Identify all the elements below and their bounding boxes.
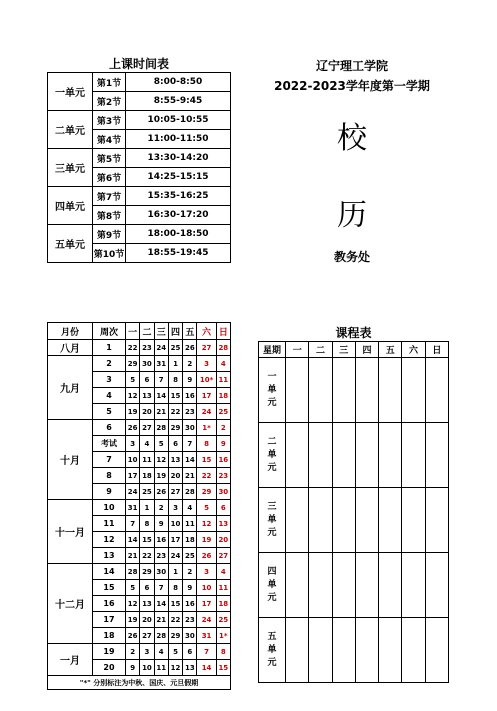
course-slot — [309, 358, 332, 423]
schedule-row — [48, 111, 231, 130]
calendar-week-row — [48, 356, 231, 372]
day-cell: 3 — [168, 500, 182, 516]
day-cell: 5 — [154, 436, 168, 452]
day-cell: 21 — [154, 612, 168, 628]
term-title: 2022-2023学年度第一学期 — [274, 79, 430, 93]
course-unit-label: 五 单 元 — [259, 618, 286, 683]
day-cell: 20 — [140, 404, 154, 420]
unit-label: 五单元 — [48, 225, 93, 263]
day-cell: 2 — [126, 644, 140, 660]
course-slot — [402, 553, 425, 618]
course-header-cell: 二 — [309, 342, 332, 358]
day-cell: 11 — [183, 516, 197, 532]
week-number: 19 — [93, 644, 126, 660]
day-cell: 5 — [168, 644, 182, 660]
day-cell: 29 — [140, 564, 154, 580]
course-header-cell: 日 — [425, 342, 448, 358]
day-cell: 25 — [183, 548, 197, 564]
day-cell: 26 — [126, 628, 140, 644]
day-cell: 5 — [126, 372, 140, 388]
day-cell: 17 — [126, 468, 140, 484]
month-label: 十二月 — [48, 564, 93, 644]
day-cell: 14 — [154, 388, 168, 404]
day-cell: 13 — [183, 660, 197, 676]
course-header-cell: 四 — [355, 342, 378, 358]
day-cell: 10 — [197, 580, 216, 596]
day-cell: 20 — [140, 612, 154, 628]
day-cell: 2 — [154, 500, 168, 516]
day-cell: 25 — [140, 484, 154, 500]
course-header-cell: 星期 — [259, 342, 286, 358]
day-cell: 8 — [168, 580, 182, 596]
course-slot — [402, 488, 425, 553]
day-cell: 28 — [216, 340, 230, 356]
day-cell: 30 — [154, 564, 168, 580]
day-cell: 24 — [126, 484, 140, 500]
day-cell: 23 — [216, 468, 230, 484]
week-number: 18 — [93, 628, 126, 644]
unit-label: 三单元 — [48, 149, 93, 187]
day-cell: 27 — [140, 420, 154, 436]
course-slot — [355, 488, 378, 553]
calendar-week-row — [48, 420, 231, 436]
course-slot — [379, 423, 402, 488]
calendar-header-cell: 日 — [216, 323, 230, 340]
calendar-header-cell: 一 — [126, 323, 140, 340]
day-cell: 5 — [197, 500, 216, 516]
course-slot — [355, 553, 378, 618]
day-cell: 16 — [183, 596, 197, 612]
holiday-note: "*" 分别标注为中秋、国庆、元旦假期 — [48, 676, 231, 690]
day-cell: 26 — [197, 548, 216, 564]
week-number: 10 — [93, 500, 126, 516]
period-label: 第8节 — [93, 206, 126, 225]
day-cell: 9 — [183, 372, 197, 388]
schedule-row — [48, 187, 231, 206]
course-slot — [286, 358, 309, 423]
day-cell: 15 — [216, 660, 230, 676]
day-cell: 2 — [183, 564, 197, 580]
course-slot — [332, 553, 355, 618]
month-label: 一月 — [48, 644, 93, 676]
day-cell: 24 — [168, 548, 182, 564]
course-header-row — [259, 342, 449, 358]
course-slot — [332, 618, 355, 683]
day-cell: 23 — [183, 612, 197, 628]
day-cell: 26 — [154, 484, 168, 500]
day-cell: 10 — [140, 660, 154, 676]
day-cell: 20 — [216, 532, 230, 548]
day-cell: 14 — [183, 452, 197, 468]
course-slot — [286, 618, 309, 683]
class-time-table — [47, 72, 231, 263]
day-cell: 12 — [197, 516, 216, 532]
day-cell: 1 — [140, 500, 154, 516]
day-cell: 27 — [197, 340, 216, 356]
day-cell: 18 — [183, 532, 197, 548]
day-cell: 4 — [183, 500, 197, 516]
day-cell: 15 — [168, 388, 182, 404]
day-cell: 14 — [126, 532, 140, 548]
unit-label: 一单元 — [48, 73, 93, 111]
course-slot — [379, 358, 402, 423]
day-cell: 13 — [216, 516, 230, 532]
day-cell: 21 — [126, 548, 140, 564]
day-cell: 16 — [216, 452, 230, 468]
course-header-cell: 三 — [332, 342, 355, 358]
day-cell: 6 — [140, 580, 154, 596]
day-cell: 2 — [216, 420, 230, 436]
day-cell: 8 — [216, 644, 230, 660]
day-cell: 8 — [197, 436, 216, 452]
calendar-week-row — [48, 340, 231, 356]
course-slot — [425, 358, 448, 423]
day-cell: 11 — [216, 372, 230, 388]
week-number: 考试 — [93, 436, 126, 452]
week-number: 14 — [93, 564, 126, 580]
day-cell: 18 — [216, 388, 230, 404]
day-cell: 9 — [183, 580, 197, 596]
day-cell: 4 — [216, 564, 230, 580]
day-cell: 27 — [140, 628, 154, 644]
period-time: 16:30-17:20 — [126, 206, 231, 225]
day-cell: 11 — [154, 660, 168, 676]
calendar-note-row — [48, 676, 231, 690]
schedule-row — [48, 149, 231, 168]
course-slot — [425, 423, 448, 488]
day-cell: 19 — [197, 532, 216, 548]
day-cell: 7 — [154, 580, 168, 596]
week-number: 1 — [93, 340, 126, 356]
period-time: 11:00-11:50 — [126, 130, 231, 149]
day-cell: 18 — [140, 468, 154, 484]
school-calendar-table — [47, 322, 231, 690]
day-cell: 24 — [154, 340, 168, 356]
day-cell: 12 — [154, 452, 168, 468]
period-time: 13:30-14:20 — [126, 149, 231, 168]
month-label: 九月 — [48, 356, 93, 420]
course-slot — [332, 358, 355, 423]
week-number: 9 — [93, 484, 126, 500]
calendar-header-cell: 三 — [154, 323, 168, 340]
period-label: 第10节 — [93, 244, 126, 263]
day-cell: 11 — [140, 452, 154, 468]
week-number: 16 — [93, 596, 126, 612]
day-cell: 23 — [154, 548, 168, 564]
period-label: 第9节 — [93, 225, 126, 244]
week-number: 11 — [93, 516, 126, 532]
calendar-title-char-2: 历 — [337, 198, 367, 233]
month-label: 十月 — [48, 420, 93, 500]
period-time: 14:25-15:15 — [126, 168, 231, 187]
course-slot — [402, 358, 425, 423]
schedule-title: 上课时间表 — [108, 57, 169, 71]
day-cell: 3 — [140, 644, 154, 660]
course-unit-label: 四 单 元 — [259, 553, 286, 618]
day-cell: 24 — [197, 612, 216, 628]
week-number: 5 — [93, 404, 126, 420]
day-cell: 10 — [126, 452, 140, 468]
day-cell: 22 — [126, 340, 140, 356]
day-cell: 1 — [168, 356, 182, 372]
day-cell: 27 — [168, 484, 182, 500]
issuing-office: 教务处 — [333, 250, 370, 264]
period-label: 第4节 — [93, 130, 126, 149]
day-cell: 4 — [154, 644, 168, 660]
course-table-title: 课程表 — [335, 326, 372, 340]
course-slot — [402, 618, 425, 683]
day-cell: 15 — [168, 596, 182, 612]
course-unit-label: 一 单 元 — [259, 358, 286, 423]
period-time: 15:35-16:25 — [126, 187, 231, 206]
day-cell: 18 — [216, 596, 230, 612]
day-cell: 22 — [168, 612, 182, 628]
course-unit-label: 三 单 元 — [259, 488, 286, 553]
day-cell: 28 — [183, 484, 197, 500]
calendar-header-row — [48, 323, 231, 340]
calendar-header-cell: 周次 — [93, 323, 126, 340]
day-cell: 26 — [183, 340, 197, 356]
day-cell: 5 — [126, 580, 140, 596]
day-cell: 10 — [168, 516, 182, 532]
day-cell: 29 — [126, 356, 140, 372]
course-slot — [355, 618, 378, 683]
day-cell: 15 — [140, 532, 154, 548]
period-time: 18:00-18:50 — [126, 225, 231, 244]
week-number: 7 — [93, 452, 126, 468]
course-slot — [309, 618, 332, 683]
day-cell: 30 — [183, 420, 197, 436]
day-cell: 25 — [216, 404, 230, 420]
day-cell: 23 — [140, 340, 154, 356]
day-cell: 29 — [168, 420, 182, 436]
course-slot — [402, 423, 425, 488]
calendar-title-char-1: 校 — [337, 121, 367, 156]
day-cell: 28 — [126, 564, 140, 580]
day-cell: 21 — [183, 468, 197, 484]
day-cell: 25 — [216, 612, 230, 628]
day-cell: 7 — [197, 644, 216, 660]
day-cell: 1* — [197, 420, 216, 436]
day-cell: 23 — [183, 404, 197, 420]
period-label: 第6节 — [93, 168, 126, 187]
day-cell: 1* — [216, 628, 230, 644]
calendar-week-row — [48, 644, 231, 660]
course-slot — [379, 618, 402, 683]
day-cell: 3 — [197, 564, 216, 580]
week-number: 13 — [93, 548, 126, 564]
course-unit-row — [259, 358, 449, 423]
week-number: 15 — [93, 580, 126, 596]
calendar-week-row — [48, 500, 231, 516]
course-slot — [355, 358, 378, 423]
unit-label: 二单元 — [48, 111, 93, 149]
day-cell: 3 — [197, 356, 216, 372]
day-cell: 14 — [154, 596, 168, 612]
day-cell: 15 — [197, 452, 216, 468]
month-label: 十一月 — [48, 500, 93, 564]
day-cell: 8 — [140, 516, 154, 532]
day-cell: 21 — [154, 404, 168, 420]
period-label: 第5节 — [93, 149, 126, 168]
week-number: 12 — [93, 532, 126, 548]
week-number: 4 — [93, 388, 126, 404]
course-header-cell: 五 — [379, 342, 402, 358]
course-unit-row — [259, 618, 449, 683]
day-cell: 22 — [140, 548, 154, 564]
period-label: 第7节 — [93, 187, 126, 206]
day-cell: 6 — [140, 372, 154, 388]
course-slot — [286, 553, 309, 618]
day-cell: 31 — [197, 628, 216, 644]
day-cell: 12 — [168, 660, 182, 676]
day-cell: 7 — [154, 372, 168, 388]
week-number: 17 — [93, 612, 126, 628]
day-cell: 7 — [126, 516, 140, 532]
calendar-header-cell: 五 — [183, 323, 197, 340]
week-number: 3 — [93, 372, 126, 388]
week-number: 20 — [93, 660, 126, 676]
day-cell: 16 — [154, 532, 168, 548]
day-cell: 19 — [126, 612, 140, 628]
course-slot — [379, 488, 402, 553]
day-cell: 31 — [154, 356, 168, 372]
month-label: 八月 — [48, 340, 93, 356]
day-cell: 28 — [154, 420, 168, 436]
course-slot — [425, 553, 448, 618]
day-cell: 30 — [183, 628, 197, 644]
day-cell: 19 — [154, 468, 168, 484]
day-cell: 28 — [154, 628, 168, 644]
day-cell: 12 — [126, 596, 140, 612]
day-cell: 6 — [183, 644, 197, 660]
day-cell: 19 — [126, 404, 140, 420]
course-unit-row — [259, 423, 449, 488]
course-slot — [379, 553, 402, 618]
unit-label: 四单元 — [48, 187, 93, 225]
day-cell: 30 — [140, 356, 154, 372]
day-cell: 7 — [183, 436, 197, 452]
course-slot — [355, 423, 378, 488]
period-label: 第2节 — [93, 92, 126, 111]
period-time: 8:55-9:45 — [126, 92, 231, 111]
calendar-header-cell: 四 — [168, 323, 182, 340]
course-unit-row — [259, 553, 449, 618]
day-cell: 17 — [168, 532, 182, 548]
day-cell: 29 — [168, 628, 182, 644]
period-time: 8:00-8:50 — [126, 73, 231, 92]
day-cell: 13 — [140, 388, 154, 404]
calendar-header-cell: 二 — [140, 323, 154, 340]
week-number: 8 — [93, 468, 126, 484]
day-cell: 22 — [168, 404, 182, 420]
day-cell: 3 — [126, 436, 140, 452]
course-slot — [332, 488, 355, 553]
day-cell: 17 — [197, 596, 216, 612]
day-cell: 8 — [168, 372, 182, 388]
day-cell: 6 — [168, 436, 182, 452]
period-label: 第1节 — [93, 73, 126, 92]
course-slot — [425, 618, 448, 683]
day-cell: 24 — [197, 404, 216, 420]
week-number: 6 — [93, 420, 126, 436]
course-slot — [309, 423, 332, 488]
course-unit-row — [259, 488, 449, 553]
calendar-week-row — [48, 564, 231, 580]
course-slot — [332, 423, 355, 488]
schedule-row — [48, 225, 231, 244]
day-cell: 20 — [168, 468, 182, 484]
course-slot — [286, 488, 309, 553]
course-slot — [425, 488, 448, 553]
period-time: 18:55-19:45 — [126, 244, 231, 263]
period-label: 第3节 — [93, 111, 126, 130]
course-slot — [286, 423, 309, 488]
schedule-row — [48, 73, 231, 92]
period-time: 10:05-10:55 — [126, 111, 231, 130]
day-cell: 25 — [168, 340, 182, 356]
day-cell: 22 — [197, 468, 216, 484]
day-cell: 2 — [183, 356, 197, 372]
day-cell: 12 — [126, 388, 140, 404]
day-cell: 14 — [197, 660, 216, 676]
day-cell: 4 — [140, 436, 154, 452]
calendar-header-cell: 月份 — [48, 323, 93, 340]
course-slot — [309, 553, 332, 618]
week-number: 2 — [93, 356, 126, 372]
course-slot — [309, 488, 332, 553]
day-cell: 27 — [216, 548, 230, 564]
course-header-cell: 一 — [286, 342, 309, 358]
day-cell: 9 — [154, 516, 168, 532]
day-cell: 4 — [216, 356, 230, 372]
calendar-header-cell: 六 — [197, 323, 216, 340]
course-header-cell: 六 — [402, 342, 425, 358]
day-cell: 29 — [197, 484, 216, 500]
day-cell: 11 — [216, 580, 230, 596]
day-cell: 26 — [126, 420, 140, 436]
school-name: 辽宁理工学院 — [315, 59, 388, 73]
day-cell: 6 — [216, 500, 230, 516]
day-cell: 1 — [168, 564, 182, 580]
course-timetable — [258, 341, 449, 683]
day-cell: 17 — [197, 388, 216, 404]
day-cell: 31 — [126, 500, 140, 516]
day-cell: 30 — [216, 484, 230, 500]
day-cell: 13 — [168, 452, 182, 468]
day-cell: 9 — [216, 436, 230, 452]
day-cell: 10* — [197, 372, 216, 388]
day-cell: 16 — [183, 388, 197, 404]
day-cell: 9 — [126, 660, 140, 676]
day-cell: 13 — [140, 596, 154, 612]
course-unit-label: 二 单 元 — [259, 423, 286, 488]
